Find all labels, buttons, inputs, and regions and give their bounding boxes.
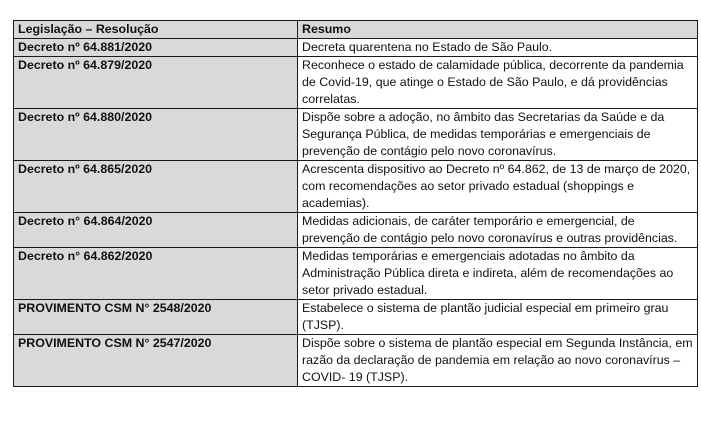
table-row — [14, 161, 698, 213]
column-header-legislation: Legislação – Resolução — [14, 21, 298, 39]
summary-cell: Medidas temporárias e emergenciais adotadas no âmbito da Administração Pública direta e indireta, além de recomendações ao setor privado estadual. — [298, 248, 698, 300]
law-cell: Decreto nº 64.879/2020 — [14, 57, 298, 109]
column-header-summary: Resumo — [298, 21, 698, 39]
table-row — [14, 57, 698, 109]
law-cell: Decreto n° 64.864/2020 — [14, 213, 298, 248]
summary-cell: Estabelece o sistema de plantão judicial especial em primeiro grau (TJSP). — [298, 300, 698, 335]
table-header-row — [14, 21, 698, 39]
legislation-table — [13, 20, 698, 387]
table-row — [14, 109, 698, 161]
summary-cell: Dispõe sobre o sistema de plantão especial em Segunda Instância, em razão da declaração de pandemia em relação ao novo coronavírus – COVID- 19 (TJSP). — [298, 335, 698, 387]
table-row — [14, 213, 698, 248]
summary-cell: Dispõe sobre a adoção, no âmbito das Secretarias da Saúde e da Segurança Pública, de medidas temporárias e emergenciais de prevenção de contágio pelo novo coronavírus. — [298, 109, 698, 161]
table-row — [14, 300, 698, 335]
law-cell: Decreto nº 64.865/2020 — [14, 161, 298, 213]
summary-cell: Acrescenta dispositivo ao Decreto nº 64.862, de 13 de março de 2020, com recomendações ao setor privado estadual (shoppings e academias). — [298, 161, 698, 213]
table-row — [14, 39, 698, 57]
summary-cell: Reconhece o estado de calamidade pública, decorrente da pandemia de Covid-19, que atinge o Estado de São Paulo, e dá providências correlatas. — [298, 57, 698, 109]
table-row — [14, 335, 698, 387]
law-cell: PROVIMENTO CSM N° 2548/2020 — [14, 300, 298, 335]
law-cell: PROVIMENTO CSM N° 2547/2020 — [14, 335, 298, 387]
law-cell: Decreto nº 64.881/2020 — [14, 39, 298, 57]
summary-cell: Decreta quarentena no Estado de São Paulo. — [298, 39, 698, 57]
law-cell: Decreto n° 64.862/2020 — [14, 248, 298, 300]
summary-cell: Medidas adicionais, de caráter temporário e emergencial, de prevenção de contágio pelo novo coronavírus e outras providências. — [298, 213, 698, 248]
law-cell: Decreto nº 64.880/2020 — [14, 109, 298, 161]
table-row — [14, 248, 698, 300]
legislation-table-container — [13, 20, 697, 387]
